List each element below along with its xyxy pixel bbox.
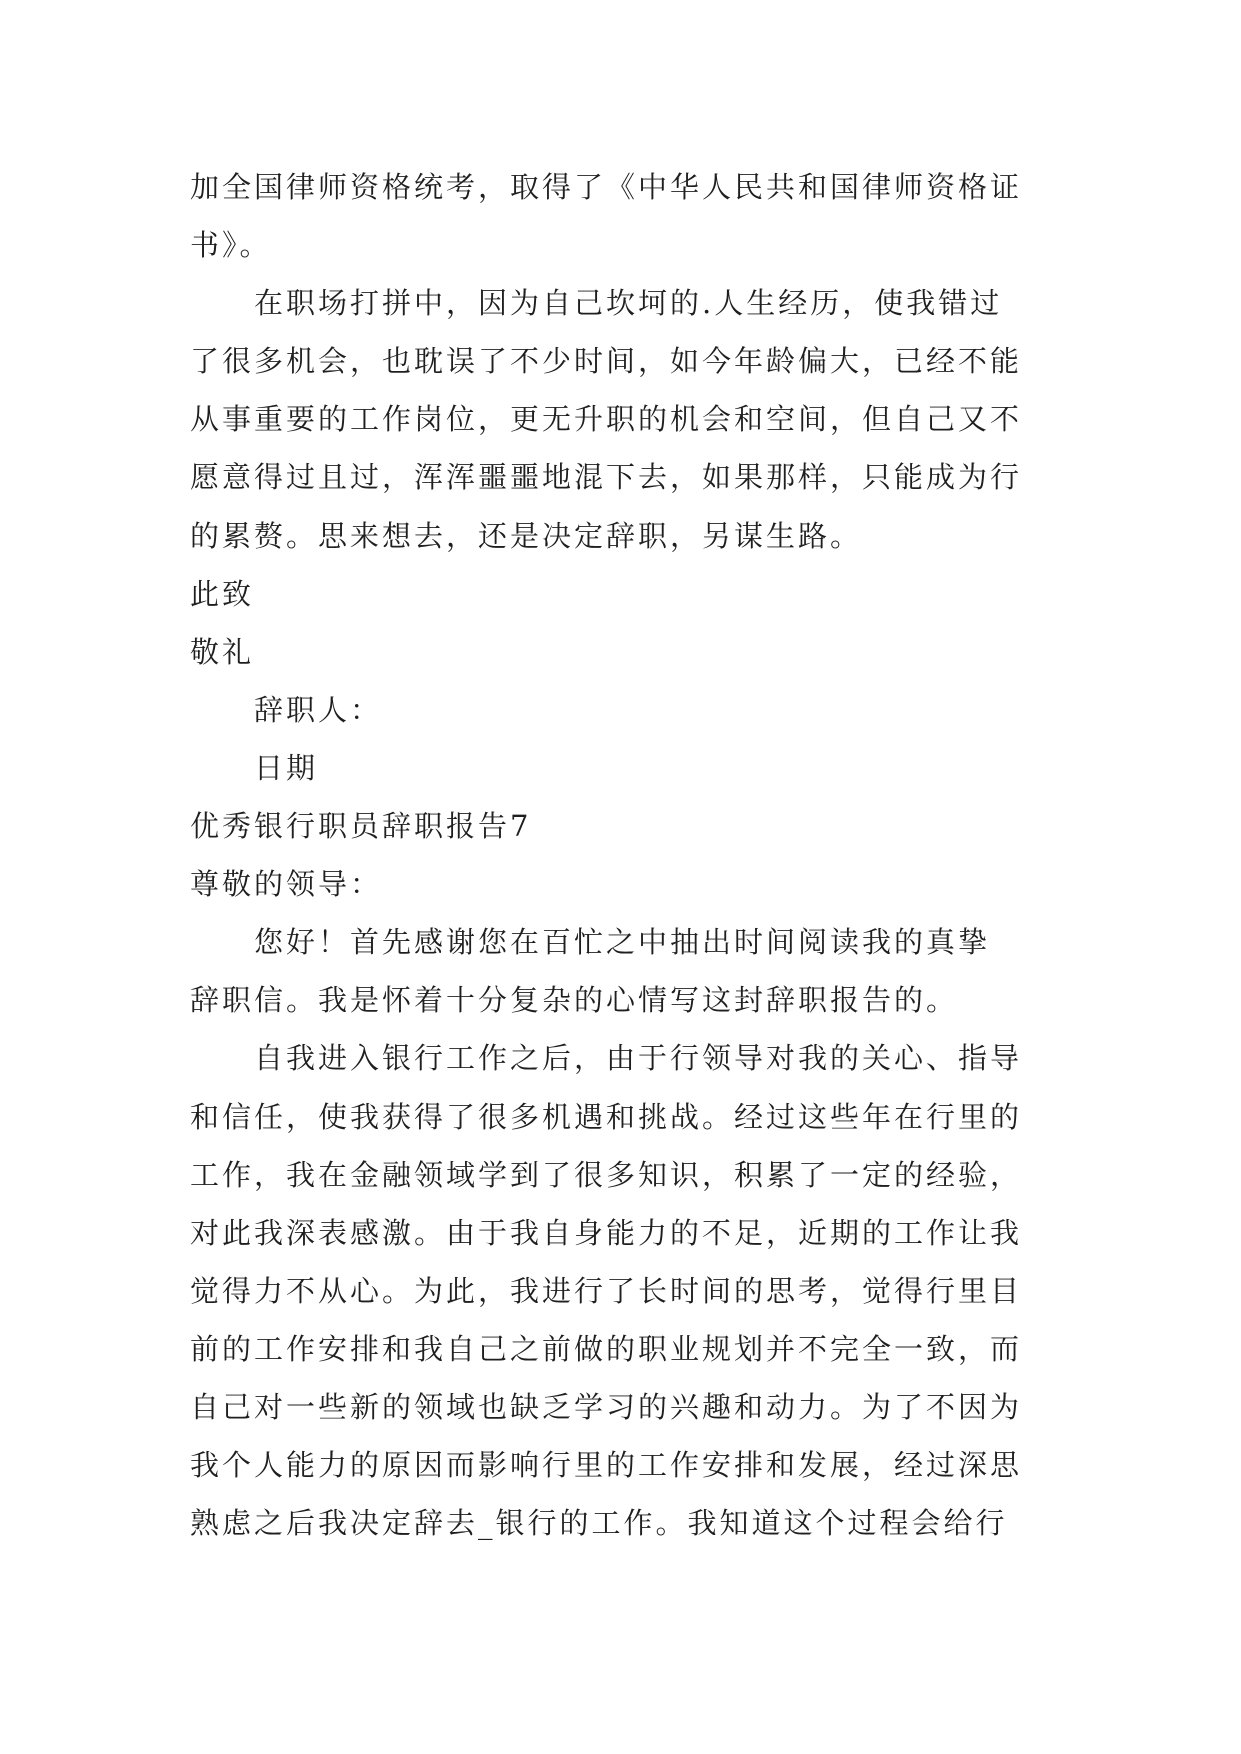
paragraph-line: 了很多机会，也耽误了不少时间，如今年龄偏大，已经不能	[190, 344, 1023, 379]
letter-7-paragraph-1	[190, 913, 1090, 1029]
section-title: 优秀银行职员辞职报告7	[190, 809, 532, 844]
date-label: 日期	[254, 750, 319, 785]
paragraph-line: 和信任，使我获得了很多机遇和挑战。经过这些年在行里的	[190, 1099, 1023, 1134]
paragraph-line: 辞职信。我是怀着十分复杂的心情写这封辞职报告的。	[190, 983, 959, 1018]
document-body	[190, 158, 1090, 1552]
paragraph-line: 加全国律师资格统考，取得了《中华人民共和国律师资格证	[190, 170, 1023, 204]
paragraph-line: 自己对一些新的领域也缺乏学习的兴趣和动力。为了不因为	[190, 1389, 1023, 1424]
paragraph-line: 愿意得过且过，浑浑噩噩地混下去，如果那样，只能成为行	[190, 460, 1023, 495]
paragraph-line: 的累赘。思来想去，还是决定辞职，另谋生路。	[190, 518, 863, 553]
paragraph-line: 觉得力不从心。为此，我进行了长时间的思考，觉得行里目	[190, 1273, 1023, 1308]
paragraph-line: 前的工作安排和我自己之前做的职业规划并不完全一致，而	[190, 1331, 1023, 1366]
paragraph-line: 在职场打拼中，因为自己坎坷的.人生经历，使我错过	[254, 286, 1003, 321]
letter-7-paragraph-2	[190, 1029, 1090, 1552]
paragraph-line: 工作，我在金融领域学到了很多知识，积累了一定的经验，	[190, 1157, 1023, 1192]
previous-letter-paragraph-2	[190, 274, 1090, 564]
previous-letter-paragraph-1	[190, 158, 1090, 274]
closing-line-1: 此致	[190, 576, 255, 611]
paragraph-line: 书》。	[190, 228, 272, 263]
paragraph-line: 自我进入银行工作之后，由于行领导对我的关心、指导	[254, 1041, 1023, 1076]
paragraph-line: 熟虑之后我决定辞去_银行的工作。我知道这个过程会给行	[190, 1506, 1008, 1541]
signer-label: 辞职人：	[254, 692, 383, 727]
paragraph-line: 我个人能力的原因而影响行里的工作安排和发展，经过深思	[190, 1448, 1023, 1483]
paragraph-line: 对此我深表感激。由于我自身能力的不足，近期的工作让我	[190, 1215, 1023, 1250]
paragraph-line: 从事重要的工作岗位，更无升职的机会和空间，但自己又不	[190, 402, 1023, 437]
closing-line-2: 敬礼	[190, 634, 255, 669]
paragraph-line: 您好！首先感谢您在百忙之中抽出时间阅读我的真挚	[254, 925, 991, 960]
greeting: 尊敬的领导：	[190, 867, 383, 902]
